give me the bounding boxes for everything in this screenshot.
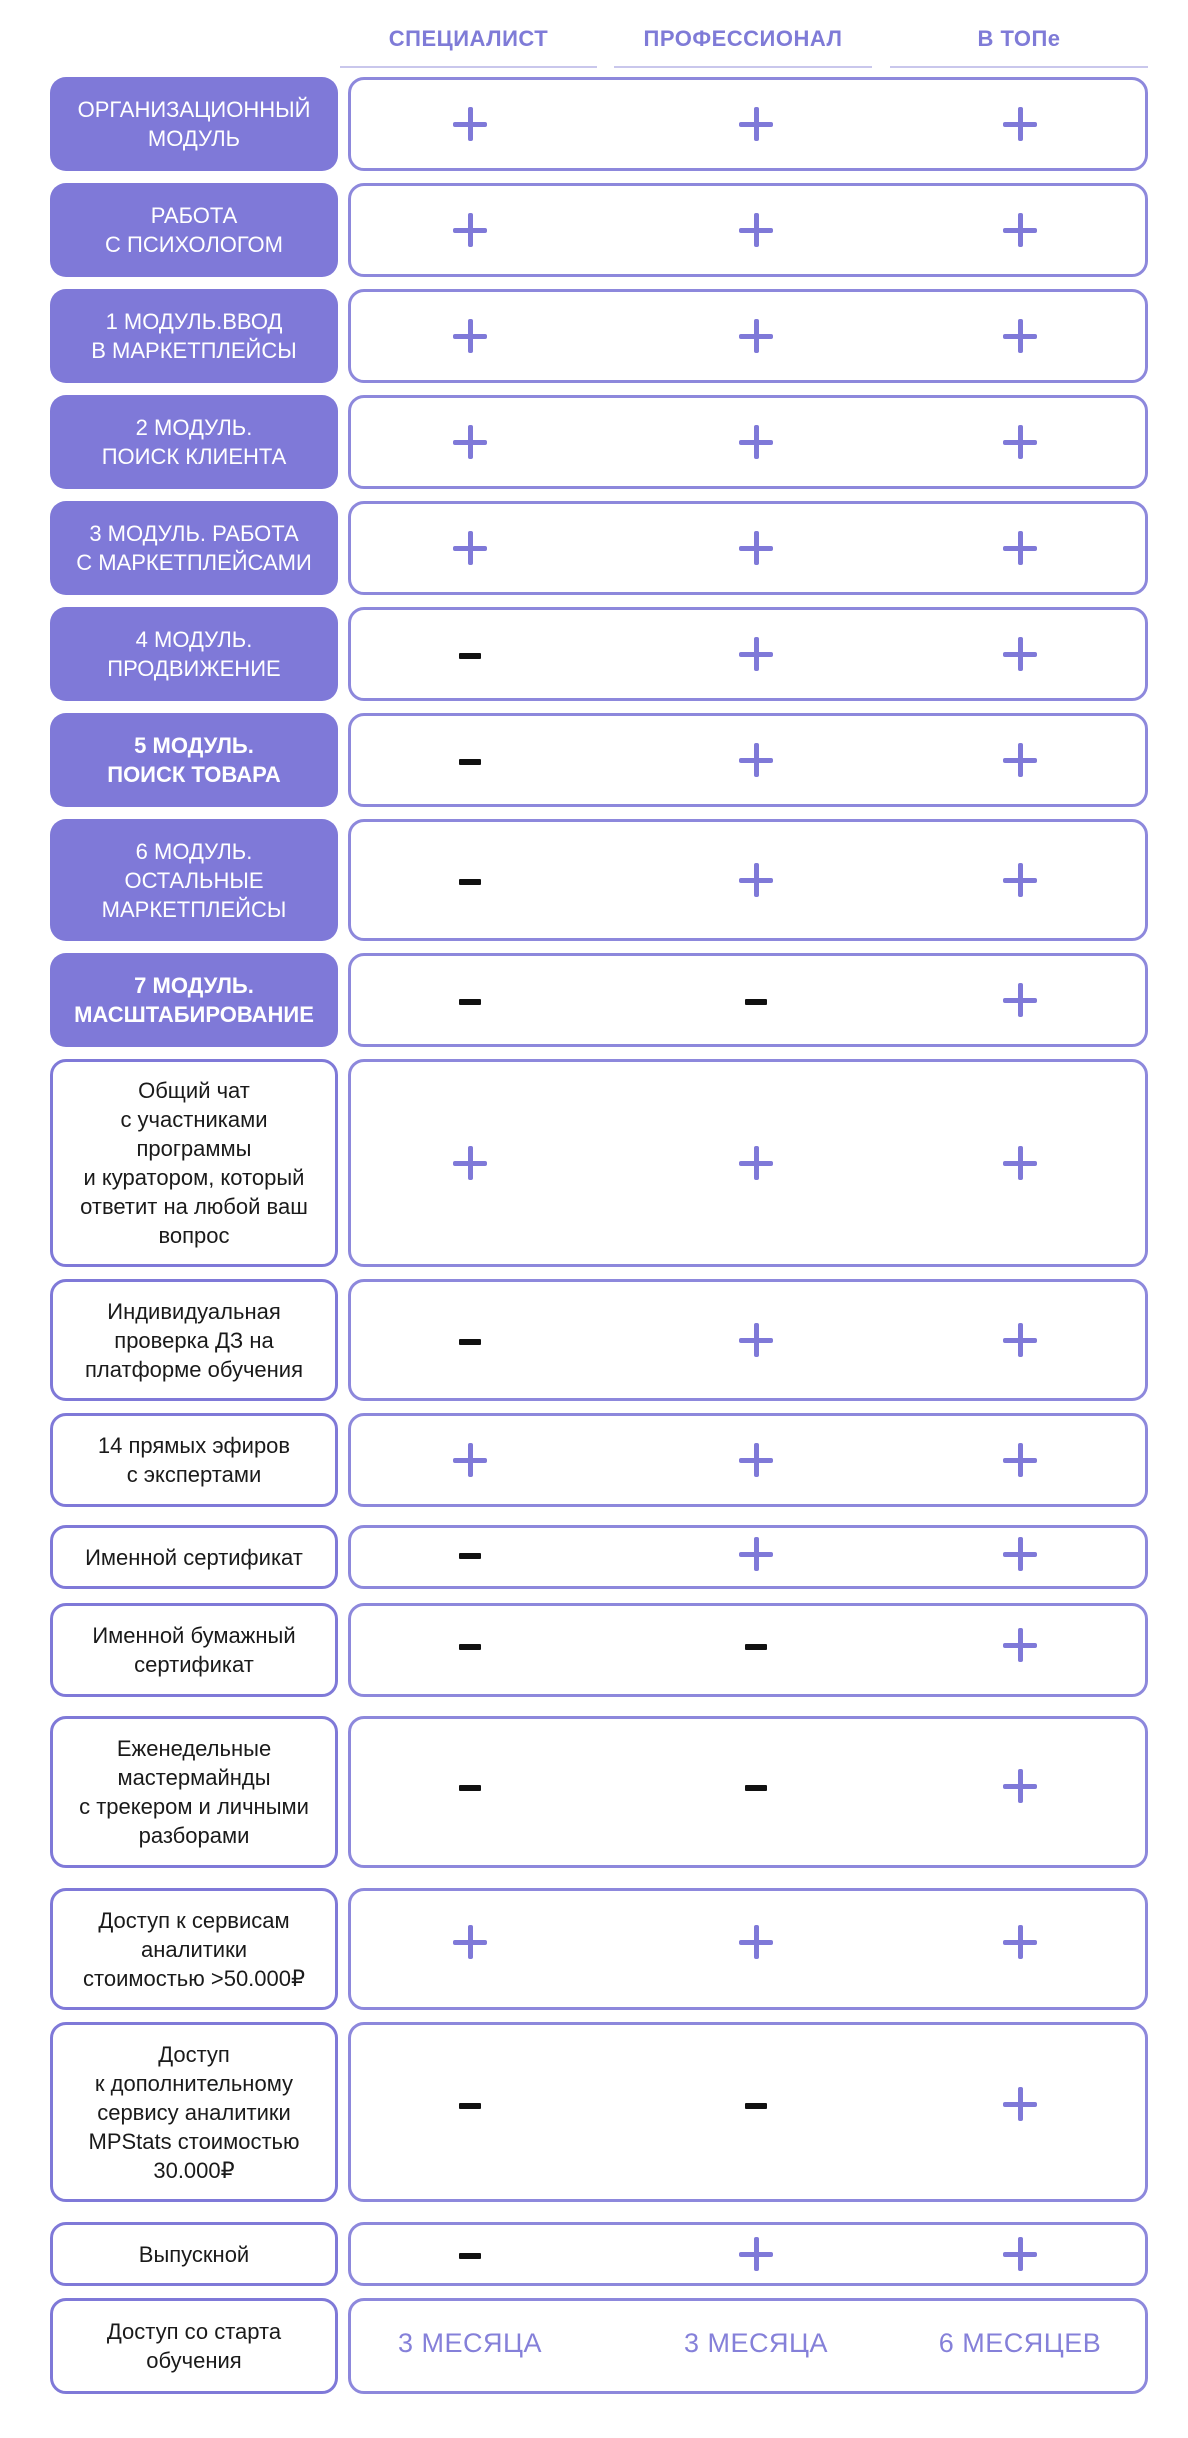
row-label-text: Еженедельные мастермайнды с трекером и личными разборами: [79, 1736, 309, 1848]
row-label: [50, 1413, 338, 1507]
row-label-text: 3 МОДУЛЬ. РАБОТА С МАРКЕТПЛЕЙСАМИ: [76, 521, 312, 575]
plus-icon: [739, 637, 773, 671]
plus-icon: [1003, 531, 1037, 565]
plus-icon: [739, 425, 773, 459]
access-term: 3 МЕСЯЦА: [398, 2327, 542, 2358]
plus-icon: [1003, 1925, 1037, 1959]
table-row: [0, 1525, 1188, 1589]
plus-icon: [739, 863, 773, 897]
plus-icon: [453, 1925, 487, 1959]
minus-icon: [459, 1644, 481, 1650]
table-row: [0, 1059, 1188, 1267]
excluded-professional: [676, 1704, 836, 1868]
table-row: [0, 77, 1188, 171]
included-professional: [676, 77, 836, 171]
included-professional: [676, 1874, 836, 2010]
included-specialist: [390, 501, 550, 595]
included-professional: [676, 1059, 836, 1267]
row-label-text: 5 МОДУЛЬ. ПОИСК ТОВАРА: [107, 733, 281, 787]
plus-icon: [453, 425, 487, 459]
plus-icon: [739, 1323, 773, 1357]
plus-icon: [739, 319, 773, 353]
included-top: [940, 1704, 1100, 1868]
row-label: [50, 1279, 338, 1401]
included-top: [940, 1059, 1100, 1267]
excluded-professional: [676, 2006, 836, 2202]
table-row: [0, 1413, 1188, 1507]
included-specialist: [390, 289, 550, 383]
plus-icon: [739, 107, 773, 141]
minus-icon: [459, 1339, 481, 1345]
plus-icon: [1003, 1769, 1037, 1803]
row-label: [50, 2298, 338, 2394]
included-top: [940, 2222, 1100, 2286]
table-row: [0, 2022, 1188, 2202]
row-label-text: ОРГАНИЗАЦИОННЫЙ МОДУЛЬ: [77, 97, 311, 151]
header-specialist-label: СПЕЦИАЛИСТ: [388, 26, 549, 51]
plus-icon: [1003, 1628, 1037, 1662]
header-professional-label: ПРОФЕССИОНАЛ: [643, 26, 843, 51]
row-label-text: 2 МОДУЛЬ. ПОИСК КЛИЕНТА: [101, 415, 287, 469]
row-label-text: 7 МОДУЛЬ. МАСШТАБИРОВАНИЕ: [74, 973, 314, 1027]
excluded-professional: [676, 1593, 836, 1697]
row-label: [50, 607, 338, 701]
table-row: [0, 607, 1188, 701]
included-specialist: [390, 77, 550, 171]
included-professional: [676, 501, 836, 595]
plus-icon: [739, 1443, 773, 1477]
minus-icon: [459, 1785, 481, 1791]
row-label-text: РАБОТА С ПСИХОЛОГОМ: [105, 203, 283, 257]
row-label: [50, 713, 338, 807]
included-professional: [676, 1279, 836, 1401]
plus-icon: [739, 1925, 773, 1959]
minus-icon: [459, 999, 481, 1005]
header-top: [890, 14, 1148, 68]
header-specialist: [340, 14, 597, 68]
plus-icon: [1003, 107, 1037, 141]
row-label: [50, 1059, 338, 1267]
minus-icon: [459, 759, 481, 765]
plus-icon: [739, 1146, 773, 1180]
plus-icon: [1003, 2237, 1037, 2271]
included-professional: [676, 289, 836, 383]
table-row: [0, 501, 1188, 595]
plus-icon: [1003, 1537, 1037, 1571]
excluded-specialist: [390, 1279, 550, 1401]
table-row: [0, 1716, 1188, 1868]
plus-icon: [453, 1443, 487, 1477]
included-specialist: [390, 183, 550, 277]
included-professional: [676, 607, 836, 701]
excluded-specialist: [390, 819, 550, 941]
included-specialist: [390, 395, 550, 489]
access-term: 3 МЕСЯЦА: [684, 2327, 828, 2358]
included-specialist: [390, 1874, 550, 2010]
excluded-specialist: [390, 1519, 550, 1589]
included-top: [940, 2006, 1100, 2202]
row-label: [50, 2222, 338, 2286]
excluded-specialist: [390, 1704, 550, 1868]
plus-icon: [453, 319, 487, 353]
term-top: [940, 2292, 1100, 2394]
included-professional: [676, 819, 836, 941]
included-top: [940, 1874, 1100, 2010]
row-label-text: 4 МОДУЛЬ. ПРОДВИЖЕНИЕ: [107, 627, 281, 681]
included-professional: [676, 2222, 836, 2286]
plus-icon: [1003, 1443, 1037, 1477]
plus-icon: [1003, 743, 1037, 777]
term-specialist: [390, 2292, 550, 2394]
included-top: [940, 77, 1100, 171]
row-label-text: Общий чат с участниками программы и куратором, который ответит на любой ваш вопрос: [80, 1078, 308, 1248]
plus-icon: [739, 743, 773, 777]
included-top: [940, 1279, 1100, 1401]
included-top: [940, 607, 1100, 701]
included-top: [940, 1593, 1100, 1697]
row-label: [50, 395, 338, 489]
included-professional: [676, 183, 836, 277]
minus-icon: [745, 999, 767, 1005]
included-professional: [676, 1519, 836, 1589]
row-label-text: 14 прямых эфиров с экспертами: [97, 1433, 291, 1487]
header-top-label: В ТОПе: [977, 26, 1061, 51]
minus-icon: [459, 879, 481, 885]
included-specialist: [390, 1059, 550, 1267]
table-row: [0, 183, 1188, 277]
row-label-text: Доступ со старта обучения: [106, 2319, 282, 2373]
plus-icon: [739, 213, 773, 247]
included-top: [940, 183, 1100, 277]
table-row: [0, 1888, 1188, 2010]
row-label: [50, 1888, 338, 2010]
row-label: [50, 77, 338, 171]
excluded-specialist: [390, 2222, 550, 2286]
plus-icon: [1003, 213, 1037, 247]
row-label-text: Индивидуальная проверка ДЗ на платформе обучения: [84, 1298, 304, 1382]
included-professional: [676, 713, 836, 807]
access-term: 6 МЕСЯЦЕВ: [938, 2327, 1102, 2358]
plus-icon: [1003, 1146, 1037, 1180]
included-specialist: [390, 1413, 550, 1507]
minus-icon: [459, 2103, 481, 2109]
minus-icon: [745, 1785, 767, 1791]
row-label-text: 1 МОДУЛЬ.ВВОД В МАРКЕТПЛЕЙСЫ: [91, 309, 297, 363]
table-row: [0, 713, 1188, 807]
included-professional: [676, 1413, 836, 1507]
row-label: [50, 183, 338, 277]
plus-icon: [1003, 983, 1037, 1017]
row-label: [50, 953, 338, 1047]
table-row: [0, 2222, 1188, 2286]
plus-icon: [1003, 2087, 1037, 2121]
minus-icon: [459, 1553, 481, 1559]
included-top: [940, 819, 1100, 941]
term-professional: [676, 2292, 836, 2394]
included-top: [940, 953, 1100, 1047]
plus-icon: [739, 2237, 773, 2271]
row-label: [50, 2022, 338, 2202]
excluded-specialist: [390, 1593, 550, 1697]
plus-icon: [739, 531, 773, 565]
minus-icon: [459, 653, 481, 659]
table-row: [0, 2298, 1188, 2394]
plus-icon: [453, 1146, 487, 1180]
row-label-text: Выпускной: [138, 2241, 250, 2267]
excluded-professional: [676, 953, 836, 1047]
row-label: [50, 819, 338, 941]
table-row: [0, 819, 1188, 941]
row-label-text: Именной сертификат: [85, 1544, 303, 1570]
excluded-specialist: [390, 607, 550, 701]
minus-icon: [745, 2103, 767, 2109]
included-professional: [676, 395, 836, 489]
minus-icon: [459, 2253, 481, 2259]
plus-icon: [1003, 637, 1037, 671]
included-top: [940, 501, 1100, 595]
row-label: [50, 1603, 338, 1697]
table-row: [0, 395, 1188, 489]
table-row: [0, 953, 1188, 1047]
header-professional: [614, 14, 872, 68]
table-row: [0, 1603, 1188, 1697]
plus-icon: [453, 213, 487, 247]
plus-icon: [1003, 863, 1037, 897]
plus-icon: [453, 531, 487, 565]
included-top: [940, 713, 1100, 807]
plus-icon: [453, 107, 487, 141]
row-label-text: Именной бумажный сертификат: [92, 1623, 296, 1677]
row-label: [50, 1716, 338, 1868]
table-row: [0, 1279, 1188, 1401]
included-top: [940, 1413, 1100, 1507]
plus-icon: [1003, 319, 1037, 353]
row-label: [50, 289, 338, 383]
row-label-text: Доступ к дополнительному сервису аналитики MPStats стоимостью 30.000₽: [88, 2041, 300, 2183]
plus-icon: [1003, 425, 1037, 459]
plus-icon: [1003, 1323, 1037, 1357]
excluded-specialist: [390, 953, 550, 1047]
minus-icon: [745, 1644, 767, 1650]
plus-icon: [739, 1537, 773, 1571]
excluded-specialist: [390, 713, 550, 807]
excluded-specialist: [390, 2006, 550, 2202]
row-label-text: Доступ к сервисам аналитики стоимостью >50.000₽: [83, 1907, 305, 1991]
table-row: [0, 289, 1188, 383]
row-label: [50, 1525, 338, 1589]
included-top: [940, 1519, 1100, 1589]
row-label: [50, 501, 338, 595]
row-label-text: 6 МОДУЛЬ. ОСТАЛЬНЫЕ МАРКЕТПЛЕЙСЫ: [101, 838, 287, 922]
included-top: [940, 395, 1100, 489]
included-top: [940, 289, 1100, 383]
